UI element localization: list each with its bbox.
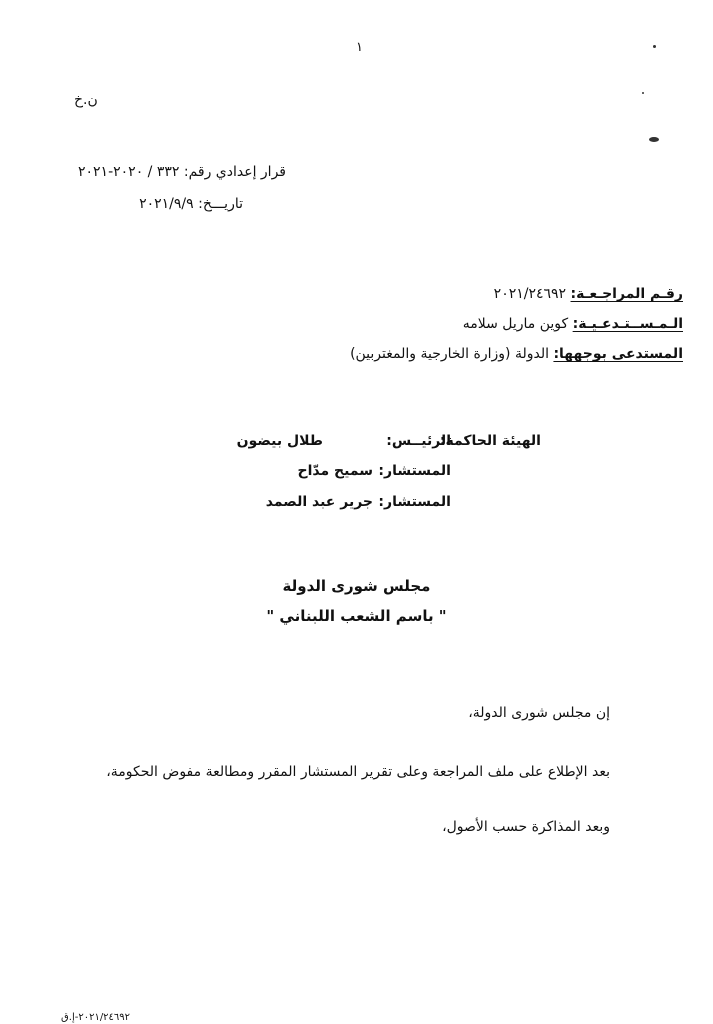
body-paragraph: بعد الإطلاع على ملف المراجعة وعلى تقرير المستشار المقرر ومطالعة مفوض الحكومة، (106, 764, 610, 780)
petitioner-value: كوين ماريل سلامه (462, 316, 569, 332)
scan-speck (653, 45, 656, 48)
panel-member-role: الرئيــس: (386, 433, 451, 449)
initials: ن.خ (74, 92, 98, 108)
decision-date (139, 196, 243, 212)
panel-member-role: المستشار: (378, 463, 451, 479)
panel-member-name: سميح مدّاح (297, 463, 373, 479)
panel-member-name: طلال بيضون (236, 433, 323, 449)
decision-label: قرار إعدادي رقم: (183, 164, 286, 180)
decision-number (78, 164, 286, 180)
decision-value: ٣٣٢ / ٢٠٢٠-٢٠٢١ (78, 164, 180, 180)
review-number-value: ٢٠٢١/٢٤٦٩٢ (493, 286, 567, 302)
council-motto: " باسم الشعب اللبناني " (266, 607, 447, 625)
panel-heading: الهيئة الحاكمة: (439, 433, 541, 449)
scan-speck (649, 137, 659, 142)
respondent-label: المستدعى بوجهها: (553, 346, 683, 362)
body-paragraph: إن مجلس شورى الدولة، (468, 705, 610, 721)
review-number-label: رقـم المراجـعـة: (570, 286, 683, 302)
panel-member-name: جرير عبد الصمد (265, 494, 373, 510)
page-number: ١ (356, 40, 363, 55)
respondent-value: الدولة (وزارة الخارجية والمغتربين) (350, 346, 549, 362)
date-label: تاريـــخ: (198, 196, 243, 212)
date-value: ٢٠٢١/٩/٩ (139, 196, 194, 212)
petitioner-label: الـمـســتـدعـيـة: (572, 316, 683, 332)
petitioner (463, 316, 683, 332)
respondent (350, 346, 683, 362)
panel-member-role: المستشار: (378, 494, 451, 510)
body-paragraph: وبعد المذاكرة حسب الأصول، (442, 819, 610, 835)
scan-speck (642, 92, 644, 94)
review-number (494, 286, 683, 302)
footer-reference: ٢٠٢١/٢٤٦٩٢-إ.ق (61, 1012, 131, 1023)
council-name: مجلس شورى الدولة (282, 577, 431, 595)
